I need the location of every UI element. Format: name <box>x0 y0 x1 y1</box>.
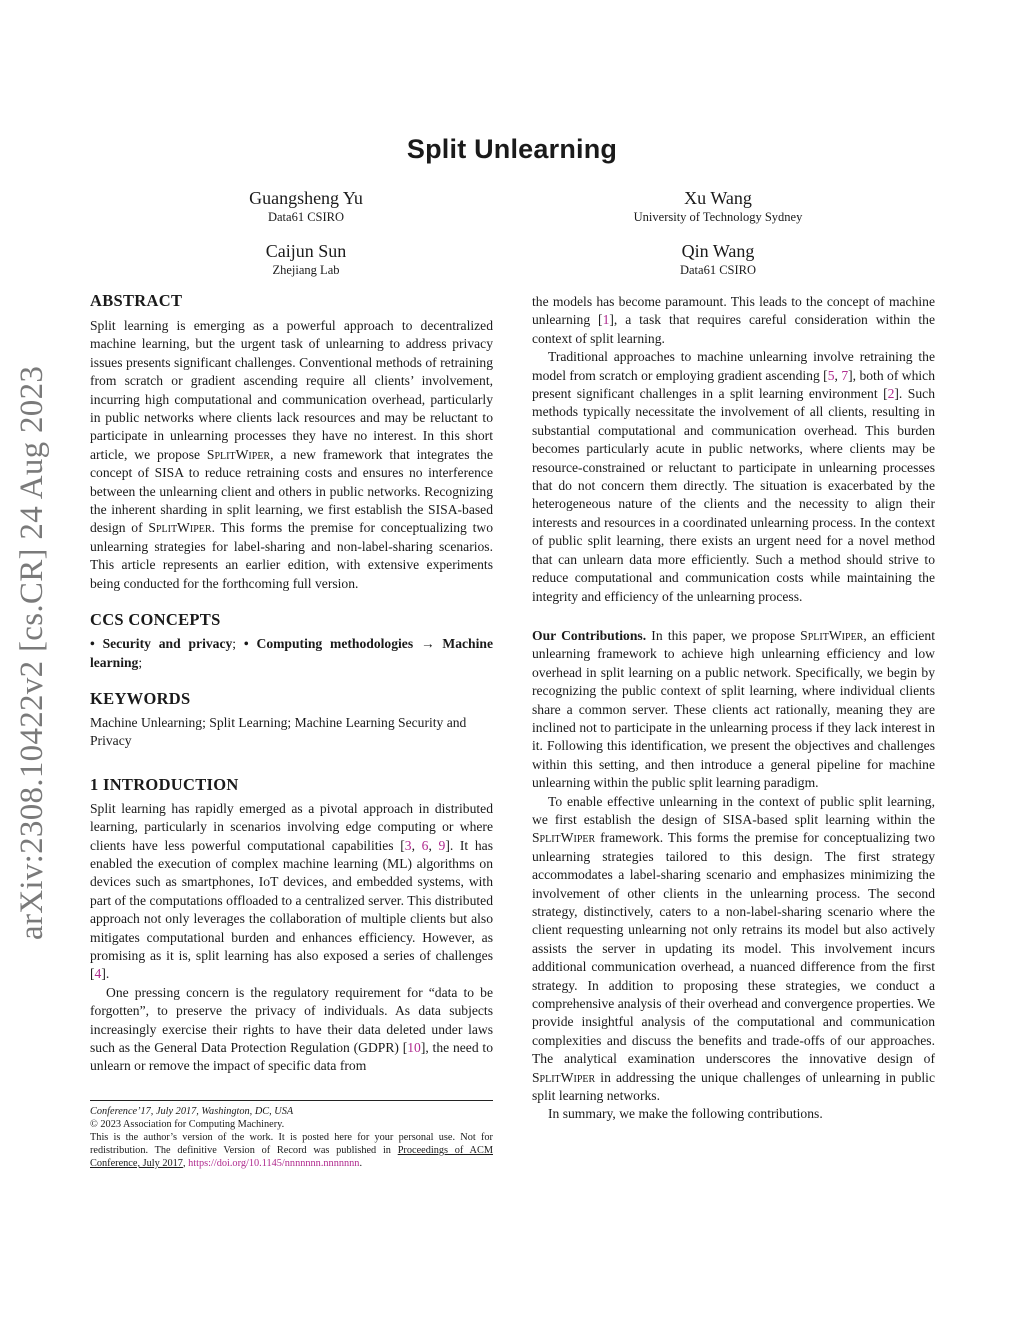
ccs-heading: CCS CONCEPTS <box>90 610 221 630</box>
publication-note: This is the author’s version of the work. It is posted here for your personal use. Not for redistribution. The definitive Version of Record was published in Proceedings of ACM Conference, July 2017, https://doi.org/10.1145/nnnnnnn.nnnnnnn. <box>90 1132 493 1169</box>
author-affiliation: University of Technology Sydney <box>633 210 803 224</box>
framework-name: SplitWiper <box>206 446 271 462</box>
framework-name: SplitWiper <box>532 830 596 846</box>
summary-sentence: In summary, we make the following contributions. <box>548 1106 823 1122</box>
author-name: Caijun Sun <box>265 241 347 261</box>
footnote <box>90 1100 493 1170</box>
citation-link[interactable]: 9 <box>438 837 446 853</box>
intro-paragraph: Traditional approaches to machine unlearning involve retraining the model from scratch or employing gradient ascending [5, 7], both of which present significant challenges in a split learning environment [2]. Such methods typically necessitate the involvement of all clients, resulting in substantial computational and communication overhead. This burden becomes particularly acute in public networks, where clients may be resource-constrained or reluctant to participate in unlearning processes that do not concern them directly. The situation is exacerbated by the heterogeneous nature of the clients and the necessity to align their interests and resources in a coordinated unlearning process. In the context of public split learning, there exists an urgent need for a novel method that can unlearn data more efficiently. Such a method should strive to reduce computational and communication costs while maintaining the integrity and efficiency of the unlearning process. <box>532 349 936 604</box>
author-name: Xu Wang <box>684 188 752 208</box>
author-name: Qin Wang <box>681 241 755 261</box>
conference-info: Conference’17, July 2017, Washington, DC, USA <box>90 1106 294 1117</box>
doi-link[interactable]: https://doi.org/10.1145/nnnnnnn.nnnnnnn <box>188 1158 360 1169</box>
citation-link[interactable]: 5 <box>827 367 835 383</box>
author-affiliation: Zhejiang Lab <box>272 263 340 277</box>
contributions-label: Our Contributions. <box>532 627 647 643</box>
citation-link[interactable]: 3 <box>404 837 412 853</box>
citation-link[interactable]: 7 <box>841 367 849 383</box>
proceedings-link[interactable]: Proceedings of ACM Conference, July 2017 <box>90 1145 493 1169</box>
citation-link[interactable]: 4 <box>94 966 102 982</box>
paper-title: Split Unlearning <box>406 134 618 164</box>
abstract-text: Split learning is emerging as a powerful approach to decentralized machine learning, but the urgent task of unlearning to address privacy issues presents significant challenges. Conventional methods of retraining from scratch or gradient ascending require all clients’ involvement, incurring high computational and communication overhead, particularly in public networks where clients lack resources and may be reluctant to participate in unlearning processes they have no interest. In this short article, we propose SplitWiper, a new framework that integrates the concept of SISA to reduce retraining costs and ensures no interference between the unlearning client and others in public networks. Recognizing the inherent sharding in split learning, we first establish the SISA-based design of SplitWiper. This forms the premise for conceptualizing two unlearning strategies for label-sharing and non-label-sharing scenarios. This article represents an earlier edition, with extensive experiments being conducted for the forthcoming full version. <box>90 318 493 591</box>
keywords-heading: KEYWORDS <box>90 688 191 708</box>
intro-paragraph: Split learning has rapidly emerged as a pivotal approach in distributed learning, particularly in scenarios involving edge computing or where clients have less powerful computational capabilities [3, 6, 9]. It has enabled the execution of complex machine learning (ML) algorithms on devices such as smartphones, IoT devices, and embedded systems, with part of the computations offloaded to a centralized server. This distributed approach not only leverages the collaboration of multiple clients but also mitigates computational burden and enhances efficiency. However, as promising as it is, split learning has also exposed a series of challenges [4]. <box>90 800 493 982</box>
author-block <box>598 187 838 225</box>
author-affiliation: Data61 CSIRO <box>267 210 345 224</box>
intro-paragraph: One pressing concern is the regulatory requirement for “data to be forgotten”, to preserve the privacy of individuals. As data subjects increasingly exercise their rights to have their data deleted under laws such as the General Data Protection Regulation (GDPR) [10], the need to unlearn or remove the impact of specific data from <box>90 984 493 1074</box>
ccs-concepts: • Security and privacy; • Computing methodologies → Machine learning; <box>90 636 493 670</box>
author-block <box>206 240 406 278</box>
author-block <box>206 187 406 225</box>
citation-link[interactable]: 6 <box>421 837 429 853</box>
right-column <box>532 293 935 1124</box>
author-name: Guangsheng Yu <box>249 188 363 208</box>
left-column <box>90 291 493 1076</box>
contributions-paragraph: Our Contributions. In this paper, we propose SplitWiper, an efficient unlearning framework to achieve high unlearning efficiency and low overhead in split learning on a public network. Specifically, we begin by recognizing the public context of split learning, where individual clients share a common server. These clients act rationally, meaning they are inclined not to participate in the unlearning process if they lack interest in it. Following this identification, we present the objectives and challenges within this setting, and then introduce a general pipeline for machine unlearning within the public split learning paradigm. <box>532 627 935 791</box>
author-affiliation: Data61 CSIRO <box>679 263 757 277</box>
keywords-text: Machine Unlearning; Split Learning; Machine Learning Security and Privacy <box>90 714 467 749</box>
contributions-paragraph: To enable effective unlearning in the context of public split learning, we first establish the design of SISA-based split learning within the SplitWiper framework. This forms the premise for conceptualizing two unlearning strategies tailored to this design. The first strategy accommodates a label-sharing scenario and emphasizes minimizing the involvement of other clients in the unlearning process. The second strategy, distinctively, caters to a non-label-sharing scenario where the client requesting unlearning not only retrains its model but also actively assists the server in updating its model. This involvement incurs additional communication overhead, a nuanced difference from the first strategy. In addition to proposing these strategies, we conduct a comprehensive analysis of their overhead and convergence properties. We provide insightful analysis of the computational and communication complexities and discuss the benefits and trade-offs of our approaches. The analytical examination underscores the innovative design of SplitWiper in addressing the unique challenges of unlearning in public split learning networks. <box>532 793 935 1104</box>
intro-paragraph: the models has become paramount. This leads to the concept of machine unlearning [1], a task that requires careful consideration within the context of split learning. <box>532 294 935 346</box>
citation-link[interactable]: 1 <box>602 312 610 328</box>
introduction-heading: 1 INTRODUCTION <box>90 774 239 794</box>
citation-link[interactable]: 10 <box>407 1040 421 1055</box>
framework-name: SplitWiper <box>800 627 864 643</box>
abstract-heading: ABSTRACT <box>90 291 183 310</box>
framework-name: SplitWiper <box>532 1069 596 1085</box>
author-block <box>598 240 838 278</box>
framework-name: SplitWiper <box>148 520 212 536</box>
arxiv-identifier: arXiv:2308.10422v2 [cs.CR] 24 Aug 2023 <box>14 365 50 940</box>
copyright: © 2023 Association for Computing Machinery. <box>90 1119 285 1130</box>
citation-link[interactable]: 2 <box>887 386 895 402</box>
